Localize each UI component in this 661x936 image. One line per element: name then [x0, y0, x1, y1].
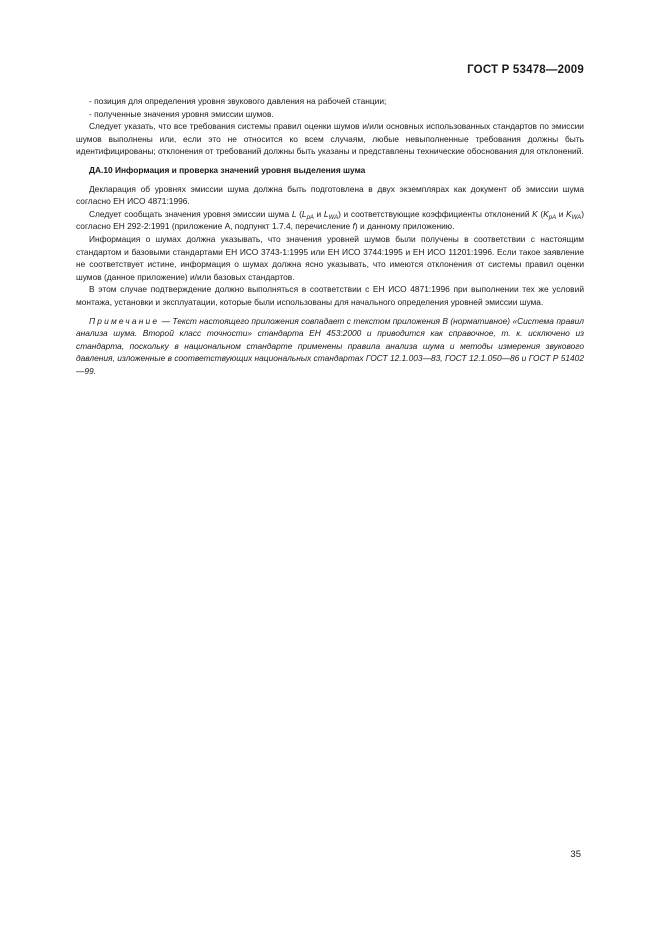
list-item: - полученные значения уровня эмиссии шумов. — [89, 108, 274, 119]
paragraph-noise-values: Следует сообщать значения уровня эмиссии шума L ($L_{pA}$ и $L_{WA}$) и соответствующие коэффициенты отклонений K ($K_{pA}$ и $K_{WA}$) согласно ЕН 292-2:1991 (приложение А, подпункт 1.7.4, перечисление f) и данному приложению. — [76, 208, 584, 232]
page-number: 35 — [570, 849, 581, 860]
note-text: — Текст настоящего приложения совпадает с текстом приложения В (нормативное) «Система правил анализа шума. Второй класс точности» стандарта ЕН 453:2000 и приводится как справочное, т. к. исключено из стандарта, поскольку в национальном стандарте применены правила анализа шума и методы измерения звукового давления, изложенные в соответствующих национальных стандартах ГОСТ 12.1.003—83, ГОСТ 12.1.050—86 и ГОСТ Р 51402—99. — [76, 315, 584, 376]
paragraph-requirements: Следует указать, что все требования системы правил оценки шумов и/или основных использованных стандартов по эмиссии шумов выполнены или, если это не относится ко всем случаям, любые невыполненные требования должны быть идентифицированы; отклонения от требований должны быть указаны и представлены технические обоснования для отклонений. — [76, 121, 584, 157]
list-item: - позиция для определения уровня звукового давления на рабочей станции; — [89, 96, 387, 106]
paragraph-declaration: Декларация об уровнях эмиссии шума должна быть подготовлена в двух экземплярах как документ об эмиссии шума согласно ЕН ИСО 4871:1996. — [76, 183, 584, 207]
section-heading: ДА.10 Информация и проверка значений уровня выделения шума — [89, 164, 366, 175]
document-id: ГОСТ Р 53478—2009 — [467, 64, 584, 76]
page-body — [76, 95, 584, 386]
note — [76, 315, 584, 378]
note-label: Примечание — [89, 315, 160, 326]
paragraph-noise-info: Информация о шумах должна указывать, что значения уровней шумов были получены в соответствии с настоящим стандартом и базовыми стандартами ЕН ИСО 3743-1:1995 или ЕН ИСО 3744:1995 и ЕН ИСО 11201:1996. Если такое заявление не соответствует истине, информация о шумах должна ясно указывать, что имеются отклонения от системы правил оценки шумов (данное приложение) и/или базовых стандартов. — [76, 233, 584, 282]
paragraph-confirmation: В этом случае подтверждение должно выполняться в соответствии с ЕН ИСО 4871:1996 при выполнении тех же условий монтажа, установки и эксплуатации, которые были использованы для начального определения уровней эмиссии шума. — [76, 284, 584, 307]
